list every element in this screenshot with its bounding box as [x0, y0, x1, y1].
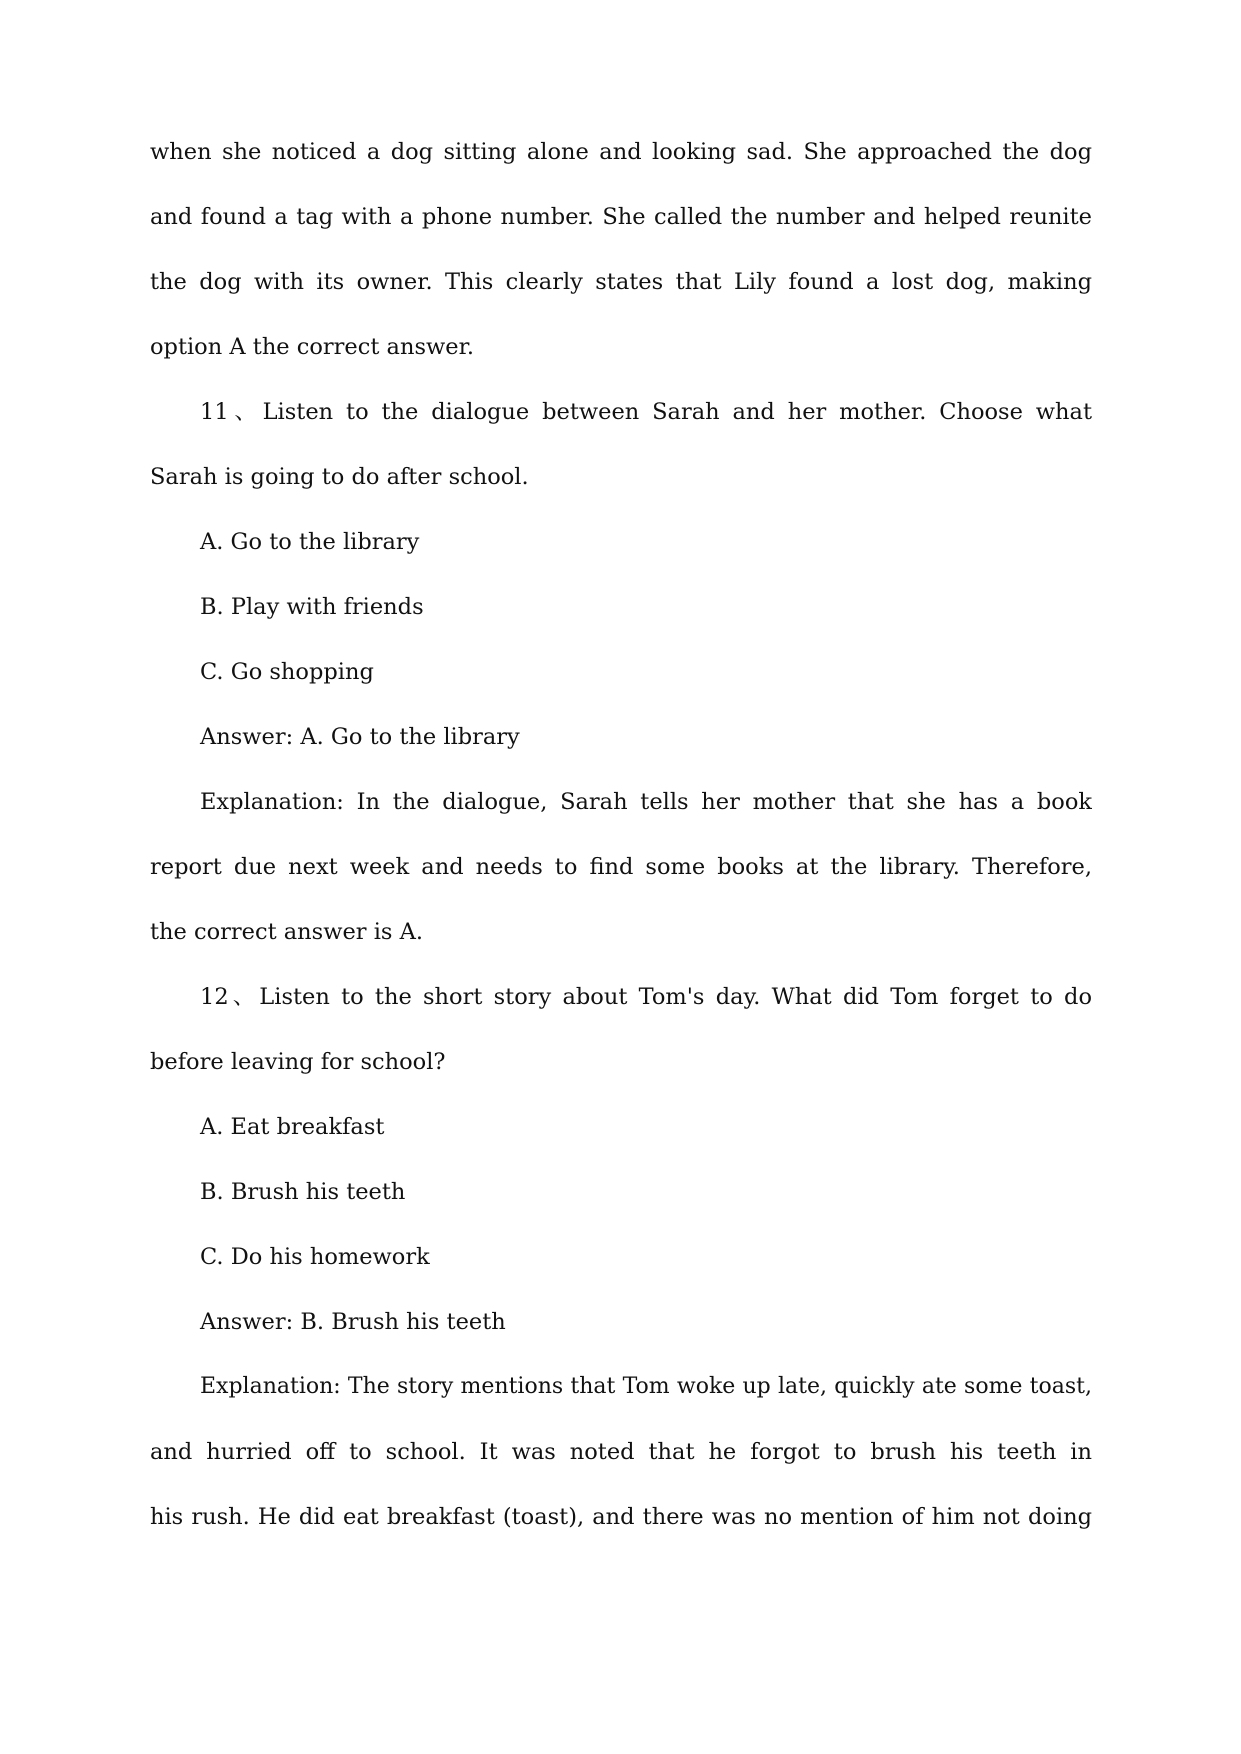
question-11-option-c: C. Go shopping: [200, 659, 374, 685]
question-12-prompt-cont: before leaving for school?: [150, 1049, 446, 1075]
question-11-answer: Answer: A. Go to the library: [200, 724, 520, 750]
question-12-explanation-cont: his rush. He did eat breakfast (toast), and there was no mention of him not doing: [150, 1504, 1092, 1530]
question-11-option-b: B. Play with friends: [200, 594, 424, 620]
question-12-explanation-cont: and hurried off to school. It was noted that he forgot to brush his teeth in: [150, 1439, 1092, 1465]
question-11-explanation-cont: the correct answer is A.: [150, 919, 423, 945]
question-12-explanation: Explanation: The story mentions that Tom woke up late, quickly ate some toast,: [200, 1374, 1092, 1399]
question-12-option-a: A. Eat breakfast: [200, 1114, 385, 1140]
paragraph-line: when she noticed a dog sitting alone and looking sad. She approached the dog: [150, 139, 1092, 165]
question-11-explanation-cont: report due next week and needs to find some books at the library. Therefore,: [150, 854, 1092, 880]
question-12-option-c: C. Do his homework: [200, 1244, 430, 1270]
question-11-prompt-cont: Sarah is going to do after school.: [150, 464, 529, 490]
question-11-option-a: A. Go to the library: [200, 529, 420, 555]
question-11-explanation: Explanation: In the dialogue, Sarah tells her mother that she has a book: [200, 789, 1092, 815]
question-12-prompt: 12、Listen to the short story about Tom's day. What did Tom forget to do: [200, 984, 1092, 1010]
question-11-prompt: 11、Listen to the dialogue between Sarah and her mother. Choose what: [200, 399, 1092, 425]
paragraph-line: option A the correct answer.: [150, 334, 475, 360]
paragraph-line: and found a tag with a phone number. She called the number and helped reunite: [150, 204, 1092, 230]
document-page: [150, 134, 1092, 1564]
question-12-option-b: B. Brush his teeth: [200, 1179, 406, 1205]
paragraph-line: the dog with its owner. This clearly states that Lily found a lost dog, making: [150, 269, 1092, 295]
question-12-answer: Answer: B. Brush his teeth: [200, 1309, 506, 1335]
